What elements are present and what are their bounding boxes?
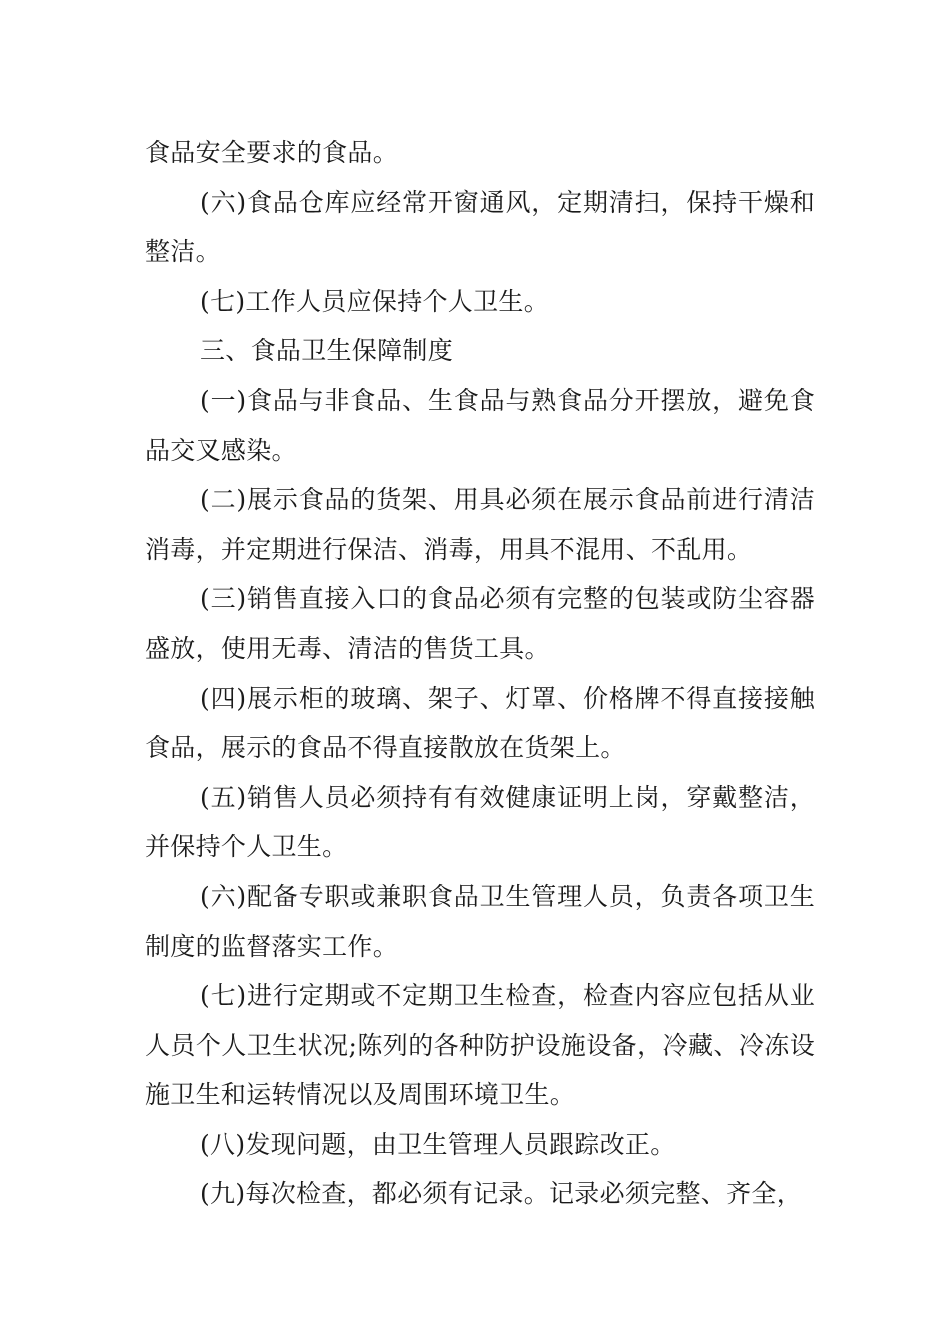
- section-heading: 三、食品卫生保障制度: [200, 336, 454, 366]
- paragraph-item-8: (八)发现问题，由卫生管理人员跟踪改正。: [200, 1129, 676, 1159]
- paragraph-item-4: (四)展示柜的玻璃、架子、灯罩、价格牌不得直接接触食品，展示的食品不得直接散放在货架上。: [145, 683, 815, 763]
- paragraph-item-7-hygiene: (七)工作人员应保持个人卫生。: [200, 286, 550, 316]
- paragraph-item-2: (二)展示食品的货架、用具必须在展示食品前进行清洁消毒，并定期进行保洁、消毒，用具不混用、不乱用。: [145, 485, 815, 564]
- paragraph-item-9: (九)每次检查，都必须有记录。记录必须完整、齐全，: [200, 1179, 803, 1209]
- paragraph-item-6-warehouse: (六)食品仓库应经常开窗通风，定期清扫，保持干燥和整洁。: [145, 187, 815, 267]
- paragraph-continuation: 食品安全要求的食品。: [145, 138, 399, 167]
- document-page: [145, 128, 815, 1219]
- paragraph-item-3: (三)销售直接入口的食品必须有完整的包装或防尘容器盛放，使用无毒、清洁的售货工具。: [145, 584, 815, 663]
- paragraph-item-7: (七)进行定期或不定期卫生检查，检查内容应包括从业人员个人卫生状况;陈列的各种防护设施设备，冷藏、冷冻设施卫生和运转情况以及周围环境卫生。: [145, 981, 815, 1110]
- paragraph-item-6: (六)配备专职或兼职食品卫生管理人员，负责各项卫生制度的监督落实工作。: [145, 881, 815, 961]
- paragraph-item-5: (五)销售人员必须持有有效健康证明上岗，穿戴整洁，并保持个人卫生。: [145, 782, 815, 862]
- paragraph-item-1: (一)食品与非食品、生食品与熟食品分开摆放，避免食品交叉感染。: [145, 385, 815, 465]
